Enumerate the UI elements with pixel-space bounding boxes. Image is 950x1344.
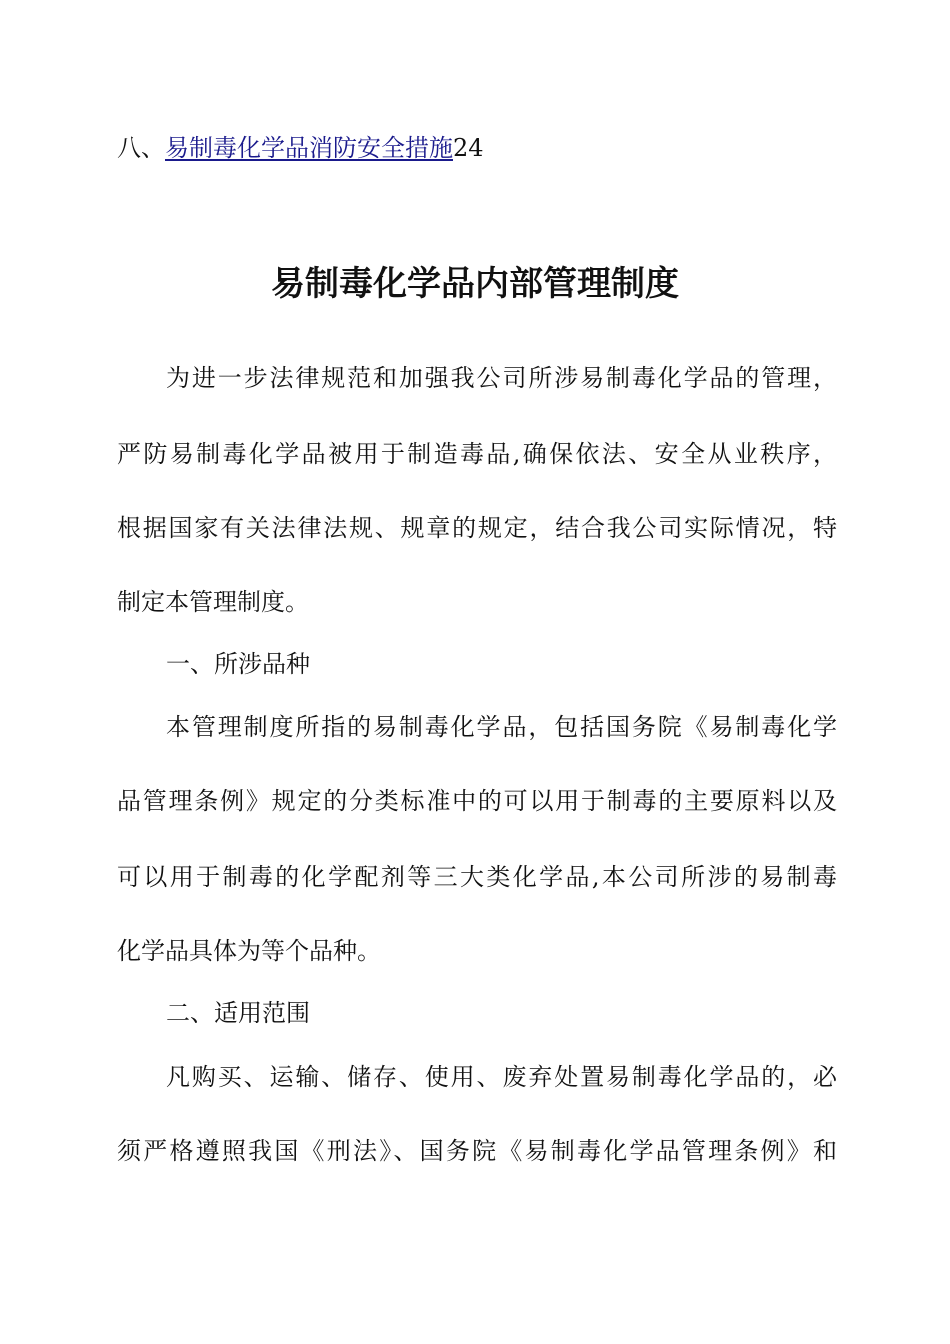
paragraph-line: 化学品具体为等个品种。 bbox=[117, 937, 381, 965]
toc-link[interactable]: 易制毒化学品消防安全措施 bbox=[165, 134, 453, 162]
paragraph-line: 根据国家有关法律法规、规章的规定，结合我公司实际情况，特 bbox=[117, 514, 837, 542]
paragraph-line: 可以用于制毒的化学配剂等三大类化学品,本公司所涉的易制毒 bbox=[117, 863, 837, 891]
document-title: 易制毒化学品内部管理制度 bbox=[271, 264, 679, 304]
toc-prefix: 八、 bbox=[117, 134, 165, 162]
paragraph-line: 须严格遵照我国《刑法》、国务院《易制毒化学品管理条例》和 bbox=[117, 1137, 837, 1165]
paragraph-line: 品管理条例》规定的分类标准中的可以用于制毒的主要原料以及 bbox=[117, 787, 837, 815]
section-heading: 一、所涉品种 bbox=[166, 650, 310, 678]
toc-page-number: 24 bbox=[453, 134, 484, 162]
paragraph-line: 制定本管理制度。 bbox=[117, 588, 309, 616]
paragraph-line: 凡购买、运输、储存、使用、废弃处置易制毒化学品的，必 bbox=[166, 1063, 837, 1091]
toc-entry bbox=[117, 128, 484, 168]
paragraph-line: 严防易制毒化学品被用于制造毒品,确保依法、安全从业秩序， bbox=[117, 440, 837, 468]
paragraph-line: 为进一步法律规范和加强我公司所涉易制毒化学品的管理， bbox=[166, 364, 837, 392]
section-heading: 二、适用范围 bbox=[166, 999, 310, 1027]
paragraph-line: 本管理制度所指的易制毒化学品，包括国务院《易制毒化学 bbox=[166, 713, 837, 741]
